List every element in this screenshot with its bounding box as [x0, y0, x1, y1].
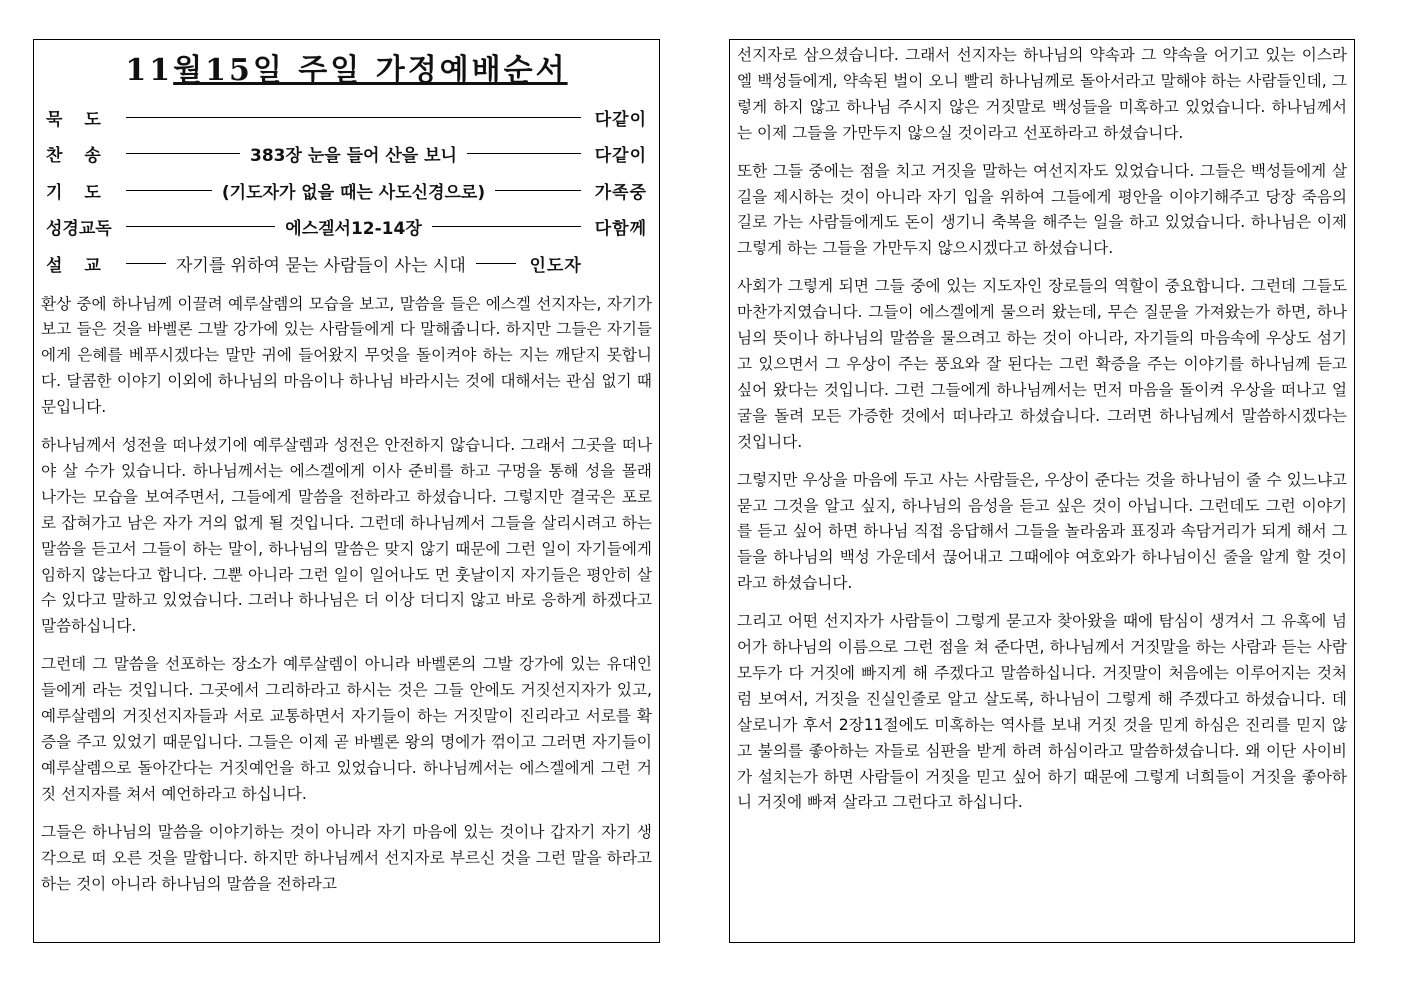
order-performer: 다같이	[594, 146, 647, 167]
order-content: (기도자가 없을 때는 사도신경으로)	[221, 182, 486, 203]
order-line	[476, 263, 516, 264]
order-row-silent-prayer	[46, 99, 647, 136]
order-performer: 다같이	[594, 109, 647, 130]
page-title	[34, 45, 659, 89]
right-column	[729, 39, 1355, 943]
sermon-paragraph: 그런데 그 말씀을 선포하는 장소가 예루살렘이 아니라 바벨론의 그발 강가에 있는 유대인들에게 라는 것입니다. 그곳에서 그리하라고 하시는 것은 그들 안에도 거짓선지자가 있고, 예루살렘의 거짓선지자들과 서로 교통하면서 자기들이 하는 거짓말이 진리라고 서로를 확증을 주고 있었기 때문입니다. 그들은 이제 곧 바벨론 왕의 명에가 꺾이고 그러면 자기들이 예루살렘으로 돌아간다는 거짓예언을 하고 있었습니다. 하나님께서는 에스겔에게 그런 거짓 선지자를 쳐서 예언하라고 하십니다.	[41, 655, 652, 803]
order-line	[495, 190, 581, 191]
sermon-paragraph: 그들은 하나님의 말씀을 이야기하는 것이 아니라 자기 마음에 있는 것이나 갑자기 자기 생각으로 떠 오른 것을 말합니다. 하지만 하나님께서 선지자로 부르신 것을 그런 말을 하라고 하는 것이 아니라 하나님의 말씀을 전하라고	[41, 822, 652, 893]
sermon-paragraph: 사회가 그렇게 되면 그들 중에 있는 지도자인 장로들의 역할이 중요합니다. 그런데 그들도 마찬가지였습니다. 그들이 에스겔에게 물으러 왔는데, 무슨 질문을 가져왔는가 하면, 하나님의 뜻이나 하나님의 말씀을 물으려고 하는 것이 아니라, 자기들의 마음속에 우상도 섬기고 있으면서 그 우상이 주는 풍요와 잘 된다는 그런 확증을 주는 이야기를 하나님께 듣고 싶어 왔다는 것입니다. 그런 그들에게 하나님께서는 먼저 마음을 돌이켜 우상을 떠나고 얼굴을 돌려 모든 가증한 것에서 떠나라고 하셨습니다. 그러면 하나님께서 말씀하시겠다는 것입니다.	[737, 277, 1347, 451]
order-line	[126, 117, 581, 118]
order-row-scripture	[46, 209, 647, 246]
sermon-paragraph: 하나님께서 성전을 떠나셨기에 예루살렘과 성전은 안전하지 않습니다. 그래서 그곳을 떠나야 살 수가 있습니다. 하나님께서는 에스겔에게 이사 준비를 하고 구멍을 통해 성을 몰래 나가는 모습을 보여주면서, 그들에게 말씀을 전하라고 하셨습니다. 그렇지만 결국은 포로로 잡혀가고 남은 자가 거의 없게 될 것입니다. 그런데 하나님께서 그들을 살리시려고 하는 말씀을 듣고서 그들이 하는 말이, 하나님의 말씀은 맞지 않기 때문에 그런 일이 자기들에게 임하지 않는다고 합니다. 그뿐 아니라 그런 일이 일어나도 먼 훗날이지 자기들은 평안히 살 수 있다고 말하고 있었습니다. 그러나 하나님은 더 이상 더디지 않고 바로 응하게 하겠다고 말씀하십니다.	[41, 436, 652, 636]
order-row-prayer	[46, 172, 647, 209]
sermon-paragraph: 그리고 어떤 선지자가 사람들이 그렇게 묻고자 찾아왔을 때에 탐심이 생겨서 그 유혹에 넘어가 하나님의 이름으로 그런 점을 쳐 준다면, 하나님께서 거짓말을 하는 사람과 듣는 사람 모두가 다 거짓에 빠지게 해 주겠다고 말씀하십니다. 거짓말이 처음에는 이루어지는 것처럼 보여서, 거짓을 진실인줄로 알고 살도록, 하나님이 그렇게 해 주겠다고 하셨습니다. 데살로니가 후서 2장11절에도 미혹하는 역사를 보내 거짓 것을 믿게 하심은 진리를 믿지 않고 불의를 좋아하는 자들로 심판을 받게 하려 하심이라고 말씀하셨습니다. 왜 이단 사이비가 설치는가 하면 사람들이 거짓을 믿고 싶어 하기 때문에 그렇게 너희들이 거짓을 좋아하니 거짓에 빠져 살라고 그런다고 하십니다.	[737, 612, 1347, 812]
order-label: 묵 도	[46, 109, 109, 130]
order-row-sermon	[46, 245, 647, 282]
order-line	[126, 226, 275, 227]
order-performer: 인도자	[529, 255, 582, 276]
order-label: 찬 송	[46, 146, 109, 167]
order-label: 기 도	[46, 182, 109, 203]
order-label: 설 교	[46, 255, 109, 276]
order-performer: 다함께	[594, 219, 648, 240]
order-line	[126, 263, 166, 264]
order-row-hymn	[46, 136, 647, 173]
left-column	[33, 39, 660, 943]
order-label: 성경교독	[46, 219, 112, 240]
sermon-paragraph: 선지자로 삼으셨습니다. 그래서 선지자는 하나님의 약속과 그 약속을 어기고 있는 이스라엘 백성들에게, 약속된 벌이 오니 빨리 하나님께로 돌아서라고 말해야 하는 사람들인데, 그렇게 하지 않고 하나님 주시지 않은 거짓말로 백성들을 미혹하고 있었습니다. 하나님께서는 이제 그들을 가만두지 않으실 것이라고 선포하라고 하셨습니다.	[737, 46, 1347, 142]
order-content: 383장 눈을 들어 산을 보니	[250, 146, 457, 167]
sermon-paragraph: 그렇지만 우상을 마음에 두고 사는 사람들은, 우상이 준다는 것을 하나님이 줄 수 있느냐고 묻고 그것을 알고 싶지, 하나님의 음성을 듣고 싶은 것이 아닙니다. 그런데도 그런 이야기를 듣고 싶어 하면 하나님 직접 응답해서 그들을 놀라움과 표징과 속담거리가 되게 해서 그들을 하나님의 백성 가운데서 끊어내고 그때에야 여호와가 하나님이신 줄을 알게 할 것이라고 하셨습니다.	[737, 470, 1347, 593]
order-line	[126, 190, 212, 191]
order-content: 자기를 위하여 묻는 사람들이 사는 시대	[176, 255, 466, 276]
order-line	[126, 153, 240, 154]
order-line	[432, 226, 581, 227]
title-prefix: 11	[125, 53, 174, 88]
sermon-text-left	[34, 292, 659, 898]
sermon-paragraph: 또한 그들 중에는 점을 치고 거짓을 말하는 여선지자도 있었습니다. 그들은 백성들에게 살길을 제시하는 것이 아니라 자기 입을 위하여 그들에게 평안을 이야기해주고 당장 죽음의 길로 가는 사람들에게도 돈이 생기니 축복을 해주는 일을 하고 있었습니다. 하나님은 이제 그렇게 하는 그들을 가만두지 않으시겠다고 하셨습니다.	[737, 161, 1347, 258]
order-performer: 가족중	[594, 182, 648, 203]
title-underlined: 월15일 주일 가정예배순서	[173, 53, 568, 88]
order-line	[467, 153, 581, 154]
order-content: 에스겔서12-14장	[285, 219, 422, 240]
sermon-paragraph: 환상 중에 하나님께 이끌려 예루살렘의 모습을 보고, 말씀을 들은 에스겔 선지자는, 자기가 보고 들은 것을 바벨론 그발 강가에 있는 사람들에게 다 말해줍니다. 하지만 그들은 자기들에게 은혜를 베푸시겠다는 말만 귀에 들어왔지 무엇을 돌이켜야 하는 지는 깨닫지 못합니다. 달콤한 이야기 이외에 하나님의 마음이나 하나님 바라시는 것에 대해서는 관심 없기 때문입니다.	[41, 294, 652, 417]
worship-order	[46, 99, 647, 282]
